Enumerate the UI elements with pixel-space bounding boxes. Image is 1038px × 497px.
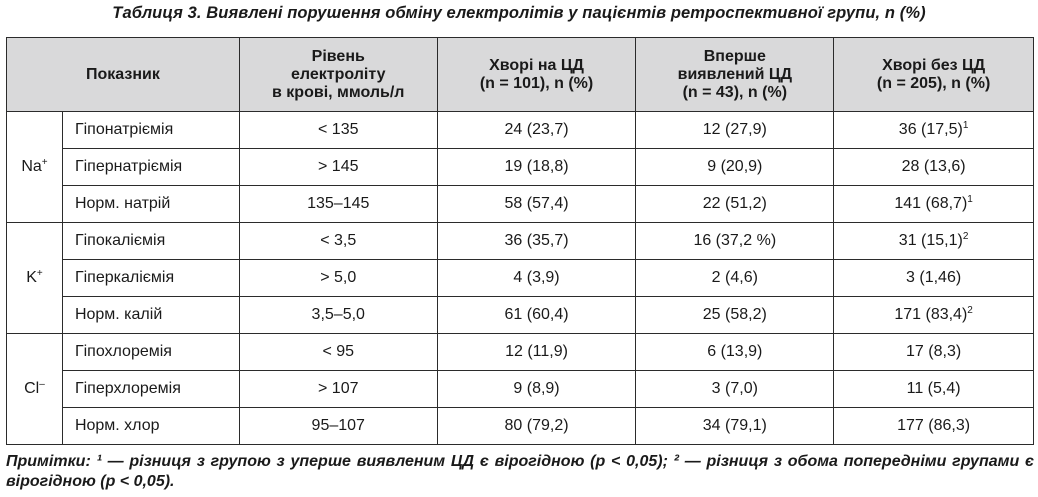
indicator-cell-value: Гіпохлоремія	[74, 343, 172, 360]
indicator-cell	[62, 297, 239, 334]
footnote-mark: 1	[967, 194, 973, 205]
no-cd-cell	[834, 334, 1034, 371]
cd-cell	[437, 186, 636, 223]
level-cell-value: 95–107	[311, 417, 365, 434]
no-cd-cell-value: 141 (68,7)	[894, 195, 968, 212]
electrolyte-table	[6, 37, 1034, 445]
header-no-cd	[834, 38, 1034, 112]
indicator-cell-value: Гіперкаліємія	[74, 269, 175, 286]
cd-cell	[437, 371, 636, 408]
table-row	[7, 223, 1034, 260]
indicator-cell-value: Гіперхлоремія	[74, 380, 181, 397]
indicator-cell-value: Гіпокаліємія	[74, 232, 166, 249]
table-body	[7, 112, 1034, 445]
table-row	[7, 408, 1034, 445]
ion-cell	[7, 223, 63, 334]
indicator-cell-value: Гіпернатріємія	[74, 158, 183, 175]
ion-charge: +	[41, 157, 48, 168]
header-level	[239, 38, 437, 112]
no-cd-cell	[834, 260, 1034, 297]
new-cd-cell-value: 25 (58,2)	[702, 306, 767, 323]
ion-cell	[7, 112, 63, 223]
no-cd-cell-value: 36 (17,5)	[898, 121, 963, 138]
header-level-line: електроліту	[291, 65, 386, 83]
indicator-cell	[62, 223, 239, 260]
new-cd-cell-value: 12 (27,9)	[702, 121, 767, 138]
cd-cell-value: 4 (3,9)	[513, 269, 560, 286]
ion-charge: +	[36, 268, 43, 279]
note-lead: Примітки:	[6, 453, 91, 470]
new-cd-cell	[636, 297, 834, 334]
no-cd-cell	[834, 408, 1034, 445]
level-cell-value: 135–145	[307, 195, 370, 212]
new-cd-cell	[636, 112, 834, 149]
indicator-cell	[62, 186, 239, 223]
header-new-cd-line: (n = 43), n (%)	[682, 83, 788, 101]
new-cd-cell-value: 6 (13,9)	[707, 343, 763, 360]
indicator-cell	[62, 112, 239, 149]
no-cd-cell	[834, 149, 1034, 186]
indicator-cell-value: Норм. калій	[74, 306, 163, 323]
ion-symbol: K	[26, 269, 37, 286]
header-new-cd	[636, 38, 834, 112]
no-cd-cell	[834, 371, 1034, 408]
new-cd-cell-value: 22 (51,2)	[702, 195, 767, 212]
header-cd-line: Хворі на ЦД	[489, 56, 584, 74]
header-level-line: в крові, ммоль/л	[272, 83, 405, 101]
cd-cell	[437, 112, 636, 149]
cd-cell	[437, 334, 636, 371]
ion-symbol: Na	[21, 158, 42, 175]
no-cd-cell	[834, 297, 1034, 334]
table-row	[7, 371, 1034, 408]
cd-cell-value: 36 (35,7)	[504, 232, 569, 249]
level-cell	[239, 223, 437, 260]
level-cell	[239, 408, 437, 445]
no-cd-cell	[834, 223, 1034, 260]
indicator-cell-value: Норм. хлор	[74, 417, 160, 434]
new-cd-cell	[636, 334, 834, 371]
ion-symbol: Cl	[24, 380, 40, 397]
level-cell-value: < 3,5	[320, 232, 357, 249]
header-new-cd-line: виявлений ЦД	[677, 65, 792, 83]
note-text: ¹ — різниця з групою з уперше виявленим ЦД є вірогідною (р < 0,05); ² — різниця з обома попередніми групами є вірогідною (р < 0,05).	[6, 453, 1034, 490]
cd-cell-value: 61 (60,4)	[504, 306, 569, 323]
new-cd-cell-value: 9 (20,9)	[707, 158, 763, 175]
level-cell-value: < 95	[322, 343, 355, 360]
header-cd-line: (n = 101), n (%)	[479, 74, 594, 92]
table-row	[7, 334, 1034, 371]
indicator-cell	[62, 149, 239, 186]
no-cd-cell-value: 17 (8,3)	[906, 343, 962, 360]
indicator-cell-value: Норм. натрій	[74, 195, 171, 212]
level-cell	[239, 186, 437, 223]
indicator-cell	[62, 334, 239, 371]
header-new-cd-line: Вперше	[703, 47, 766, 65]
level-cell	[239, 334, 437, 371]
cd-cell	[437, 149, 636, 186]
new-cd-cell-value: 34 (79,1)	[702, 417, 767, 434]
footnote-mark: 2	[967, 305, 973, 316]
level-cell	[239, 371, 437, 408]
indicator-cell	[62, 260, 239, 297]
level-cell	[239, 297, 437, 334]
footnote-mark: 2	[962, 231, 969, 242]
ion-cell	[7, 334, 63, 445]
level-cell-value: < 135	[318, 121, 359, 138]
indicator-cell	[62, 371, 239, 408]
header-indicator: Показник	[7, 38, 240, 112]
table-row	[7, 149, 1034, 186]
cd-cell-value: 24 (23,7)	[504, 121, 569, 138]
table-row	[7, 297, 1034, 334]
header-row	[7, 38, 1034, 112]
header-no-cd-line: Хворі без ЦД	[882, 56, 986, 74]
new-cd-cell	[636, 371, 834, 408]
new-cd-cell	[636, 260, 834, 297]
cd-cell-value: 12 (11,9)	[505, 343, 568, 360]
no-cd-cell-value: 11 (5,4)	[906, 380, 961, 397]
cd-cell-value: 9 (8,9)	[513, 380, 560, 397]
no-cd-cell-value: 171 (83,4)	[894, 306, 968, 323]
new-cd-cell	[636, 186, 834, 223]
footnote-mark: 1	[962, 120, 969, 131]
header-level-line: Рівень	[311, 47, 365, 65]
no-cd-cell	[834, 112, 1034, 149]
indicator-cell	[62, 408, 239, 445]
no-cd-cell-value: 31 (15,1)	[898, 232, 963, 249]
level-cell-value: > 5,0	[320, 269, 357, 286]
new-cd-cell-value: 16 (37,2 %)	[693, 232, 777, 249]
level-cell-value: > 145	[318, 158, 359, 175]
table-row	[7, 186, 1034, 223]
cd-cell-value: 19 (18,8)	[504, 158, 569, 175]
cd-cell-value: 80 (79,2)	[504, 417, 569, 434]
no-cd-cell-value: 28 (13,6)	[901, 158, 966, 175]
no-cd-cell-value: 3 (1,46)	[906, 269, 962, 286]
ion-charge: –	[39, 379, 45, 390]
table-caption: Таблиця 3. Виявлені порушення обміну електролітів у пацієнтів ретроспективної групи, n (%)	[112, 4, 926, 22]
cd-cell-value: 58 (57,4)	[504, 195, 569, 212]
table-row	[7, 260, 1034, 297]
new-cd-cell-value: 2 (4,6)	[711, 269, 758, 286]
new-cd-cell	[636, 223, 834, 260]
level-cell	[239, 112, 437, 149]
table-note	[6, 452, 1034, 492]
level-cell	[239, 149, 437, 186]
level-cell-value: 3,5–5,0	[311, 306, 365, 323]
cd-cell	[437, 408, 636, 445]
cd-cell	[437, 297, 636, 334]
indicator-cell-value: Гіпонатріємія	[74, 121, 174, 138]
level-cell	[239, 260, 437, 297]
no-cd-cell	[834, 186, 1034, 223]
header-no-cd-line: (n = 205), n (%)	[876, 74, 991, 92]
header-cd	[437, 38, 636, 112]
cd-cell	[437, 260, 636, 297]
new-cd-cell	[636, 408, 834, 445]
cd-cell	[437, 223, 636, 260]
new-cd-cell-value: 3 (7,0)	[711, 380, 758, 397]
level-cell-value: > 107	[318, 380, 359, 397]
table-row	[7, 112, 1034, 149]
new-cd-cell	[636, 149, 834, 186]
no-cd-cell-value: 177 (86,3)	[897, 417, 971, 434]
